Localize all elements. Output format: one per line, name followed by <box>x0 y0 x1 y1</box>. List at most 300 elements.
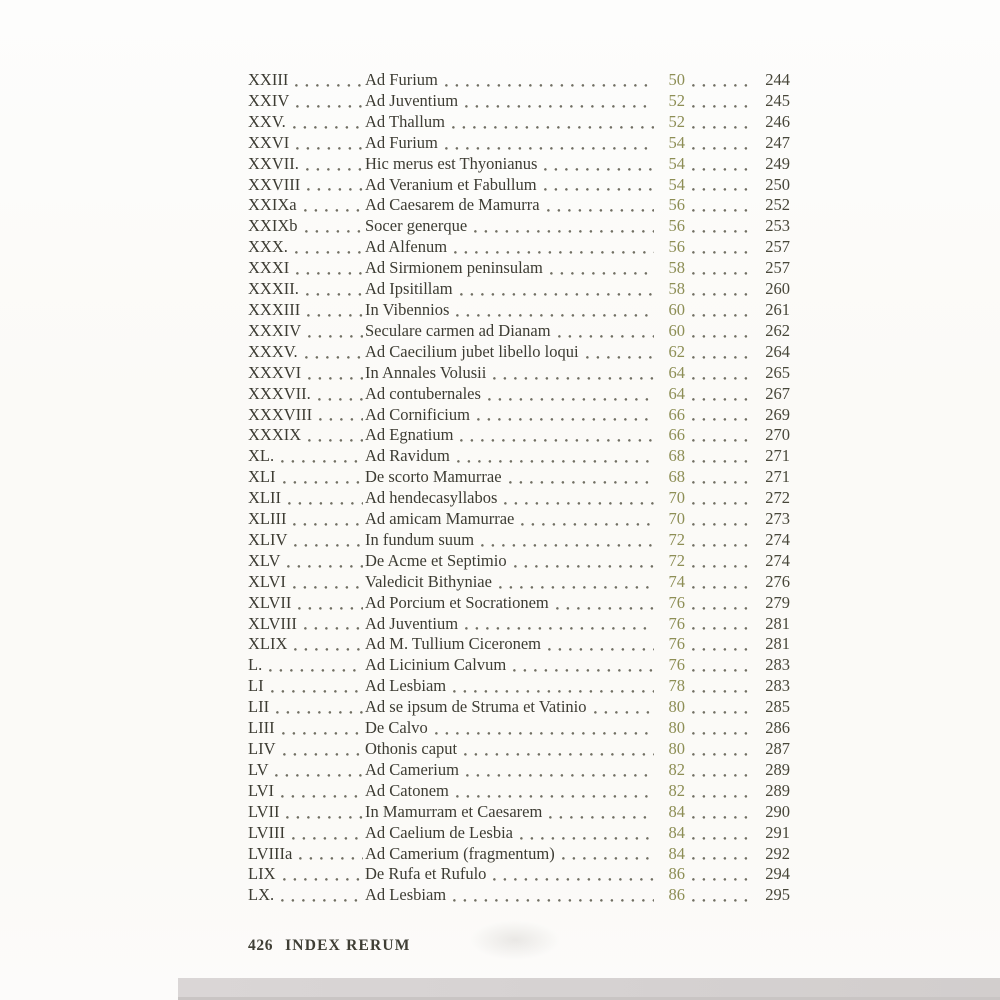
commentary-page-number: 270 <box>765 425 790 445</box>
poem-numeral: XXXIV <box>248 320 302 340</box>
dot-leader <box>548 648 654 651</box>
dot-leader <box>692 84 750 87</box>
dot-leader <box>692 377 750 380</box>
commentary-page-number: 245 <box>765 90 790 110</box>
dot-leader <box>282 732 363 735</box>
poem-numeral-cell <box>248 467 365 488</box>
poem-numeral: XXVIII <box>248 174 301 194</box>
dot-leader <box>283 753 364 756</box>
dot-leader <box>692 418 750 421</box>
dot-leader <box>692 878 750 881</box>
poem-numeral: XXXV. <box>248 341 298 361</box>
dot-leader <box>692 544 750 547</box>
dot-leader <box>269 669 363 672</box>
commentary-page-number: 281 <box>765 613 790 633</box>
poem-numeral-cell <box>248 551 365 572</box>
poem-page-number: 76 <box>668 634 685 654</box>
poem-numeral-cell <box>248 530 365 551</box>
poem-numeral-cell <box>248 864 365 885</box>
dot-leader <box>294 648 363 651</box>
dot-leader <box>692 398 750 401</box>
poem-numeral-cell <box>248 258 365 279</box>
dot-leader <box>454 251 654 254</box>
dot-leader <box>281 899 363 902</box>
index-entry <box>248 676 790 697</box>
poem-title: Hic merus est Thyonianus <box>365 153 538 173</box>
dot-leader <box>445 84 654 87</box>
poem-numeral: XLIX <box>248 634 288 654</box>
poem-numeral: XXXI <box>248 258 290 278</box>
poem-page-number: 56 <box>668 195 685 215</box>
dot-leader <box>308 439 363 442</box>
index-entry <box>248 216 790 237</box>
index-entry <box>248 509 790 530</box>
poem-numeral-cell <box>248 718 365 739</box>
poem-page-number: 54 <box>668 132 685 152</box>
poem-title: Ad Ravidum <box>365 446 450 466</box>
commentary-page-number: 294 <box>765 864 790 884</box>
poem-numeral: XXXIII <box>248 299 301 319</box>
dot-leader <box>306 168 363 171</box>
poem-numeral: XLVI <box>248 571 286 591</box>
poem-title: Ad Veranium et Fabullum <box>365 174 537 194</box>
commentary-page-number: 295 <box>765 885 790 905</box>
poem-numeral: LIX <box>248 864 276 884</box>
poem-page-number: 60 <box>668 299 685 319</box>
poem-page-number: 58 <box>668 258 685 278</box>
index-entry <box>248 467 790 488</box>
poem-page-number: 64 <box>668 362 685 382</box>
poem-page-number: 72 <box>668 550 685 570</box>
index-entry <box>248 488 790 509</box>
commentary-page-number: 252 <box>765 195 790 215</box>
poem-numeral-cell <box>248 572 365 593</box>
dot-leader <box>692 607 750 610</box>
index-entry <box>248 572 790 593</box>
poem-title: Socer generque <box>365 216 468 236</box>
poem-page-number: 84 <box>668 822 685 842</box>
dot-leader <box>692 460 750 463</box>
commentary-page-number: 260 <box>765 279 790 299</box>
dot-leader <box>692 251 750 254</box>
dot-leader <box>293 523 363 526</box>
dot-leader <box>457 460 654 463</box>
poem-page-number: 64 <box>668 383 685 403</box>
poem-title: Ad Catonem <box>365 780 449 800</box>
dot-leader <box>692 126 750 129</box>
dot-leader <box>293 586 363 589</box>
poem-numeral-cell <box>248 802 365 823</box>
poem-numeral-cell <box>248 342 365 363</box>
poem-title: Ad Furium <box>365 70 438 89</box>
poem-numeral: XXXII. <box>248 279 299 299</box>
poem-page-number: 76 <box>668 613 685 633</box>
dot-leader <box>692 230 750 233</box>
dot-leader <box>504 502 654 505</box>
poem-page-number: 76 <box>668 655 685 675</box>
poem-numeral: XXIXb <box>248 216 298 236</box>
poem-numeral: XLVII <box>248 592 292 612</box>
scan-shadow <box>470 920 560 960</box>
dot-leader <box>283 878 364 881</box>
dot-leader <box>288 502 363 505</box>
dot-leader <box>295 84 363 87</box>
index-entry <box>248 864 790 885</box>
dot-leader <box>692 711 750 714</box>
dot-leader <box>692 816 750 819</box>
poem-title: De Acme et Septimio <box>365 550 507 570</box>
poem-numeral: XLV <box>248 550 281 570</box>
poem-title: Valedicit Bithyniae <box>365 571 492 591</box>
dot-leader <box>474 230 654 233</box>
poem-numeral-cell <box>248 760 365 781</box>
dot-leader <box>481 544 654 547</box>
poem-page-number: 74 <box>668 571 685 591</box>
index-entry <box>248 258 790 279</box>
poem-numeral: LVIIIa <box>248 843 293 863</box>
poem-page-number: 54 <box>668 153 685 173</box>
poem-title: Ad Egnatium <box>365 425 454 445</box>
poem-numeral: XXV. <box>248 111 286 131</box>
dot-leader <box>692 314 750 317</box>
dot-leader <box>304 209 363 212</box>
poem-numeral-cell <box>248 844 365 865</box>
index-entry <box>248 446 790 467</box>
poem-numeral-cell <box>248 885 365 906</box>
dot-leader <box>692 356 750 359</box>
dot-leader <box>293 126 363 129</box>
dot-leader <box>692 523 750 526</box>
poem-numeral: LVIII <box>248 822 285 842</box>
poem-title: Ad Ipsitillam <box>365 279 453 299</box>
poem-numeral-cell <box>248 823 365 844</box>
poem-numeral: XXVII. <box>248 153 299 173</box>
poem-page-number: 50 <box>668 70 685 89</box>
poem-numeral: XXIXa <box>248 195 297 215</box>
dot-leader <box>453 690 654 693</box>
poem-numeral: XXVI <box>248 132 290 152</box>
poem-numeral-cell <box>248 195 365 216</box>
commentary-page-number: 287 <box>765 739 790 758</box>
poem-page-number: 84 <box>668 801 685 821</box>
dot-leader <box>296 105 363 108</box>
poem-title: Ad hendecasyllabos <box>365 488 498 508</box>
poem-numeral-cell <box>248 697 365 718</box>
poem-title: Ad Porcium et Socrationem <box>365 592 549 612</box>
index-entry <box>248 551 790 572</box>
commentary-page-number: 269 <box>765 404 790 424</box>
poem-numeral-cell <box>248 446 365 467</box>
commentary-page-number: 274 <box>765 550 790 570</box>
dot-leader <box>460 293 654 296</box>
dot-leader <box>275 774 363 777</box>
dot-leader <box>594 711 654 714</box>
dot-leader <box>692 335 750 338</box>
commentary-page-number: 257 <box>765 258 790 278</box>
dot-leader <box>692 795 750 798</box>
dot-leader <box>692 648 750 651</box>
poem-title: In fundum suum <box>365 529 475 549</box>
index-entry <box>248 425 790 446</box>
dot-leader <box>308 335 363 338</box>
index-entry <box>248 760 790 781</box>
commentary-page-number: 271 <box>765 446 790 466</box>
poem-page-number: 62 <box>668 341 685 361</box>
dot-leader <box>464 753 654 756</box>
poem-title: Ad Caecilium jubet libello loqui <box>365 341 579 361</box>
poem-numeral-cell <box>248 279 365 300</box>
poem-title: Ad se ipsum de Struma et Vatinio <box>365 697 587 717</box>
commentary-page-number: 276 <box>765 571 790 591</box>
poem-title: Ad Lesbiam <box>365 676 447 696</box>
poem-numeral-cell <box>248 112 365 133</box>
poem-numeral: L. <box>248 655 263 675</box>
dot-leader <box>692 105 750 108</box>
poem-numeral-cell <box>248 593 365 614</box>
index-entry <box>248 300 790 321</box>
poem-numeral: XXXVII. <box>248 383 311 403</box>
poem-page-number: 82 <box>668 759 685 779</box>
index-entry <box>248 405 790 426</box>
commentary-page-number: 274 <box>765 529 790 549</box>
index-entry <box>248 342 790 363</box>
poem-title: De Calvo <box>365 718 428 738</box>
poem-numeral: XXIV <box>248 90 290 110</box>
index-entry <box>248 237 790 258</box>
commentary-page-number: 262 <box>765 320 790 340</box>
dot-leader <box>509 481 654 484</box>
dot-leader <box>283 481 364 484</box>
dot-leader <box>305 230 364 233</box>
commentary-page-number: 247 <box>765 132 790 152</box>
commentary-page-number: 281 <box>765 634 790 654</box>
poem-numeral-cell <box>248 70 365 91</box>
poem-title: Ad Juventium <box>365 613 459 633</box>
poem-page-number: 70 <box>668 488 685 508</box>
poem-title: Ad Alfenum <box>365 237 448 257</box>
poem-title: Ad Cornificium <box>365 404 470 424</box>
poem-page-number: 52 <box>668 111 685 131</box>
poem-title: Ad Thallum <box>365 111 445 131</box>
dot-leader <box>304 627 363 630</box>
footer-running-title: INDEX RERUM <box>285 937 411 954</box>
dot-leader <box>692 502 750 505</box>
commentary-page-number: 246 <box>765 111 790 131</box>
dot-leader <box>488 398 654 401</box>
dot-leader <box>456 795 654 798</box>
commentary-page-number: 283 <box>765 676 790 696</box>
poem-title: Seculare carmen ad Dianam <box>365 320 551 340</box>
poem-numeral: XLII <box>248 488 281 508</box>
dot-leader <box>692 627 750 630</box>
dot-leader <box>296 147 363 150</box>
poem-numeral-cell <box>248 634 365 655</box>
dot-leader <box>295 251 363 254</box>
dot-leader <box>692 857 750 860</box>
poem-numeral-cell <box>248 216 365 237</box>
dot-leader <box>692 837 750 840</box>
poem-page-number: 72 <box>668 529 685 549</box>
poem-numeral: LI <box>248 676 264 696</box>
dot-leader <box>692 753 750 756</box>
dot-leader <box>276 711 363 714</box>
poem-numeral: LIV <box>248 739 276 758</box>
commentary-page-number: 291 <box>765 822 790 842</box>
poem-numeral-cell <box>248 655 365 676</box>
poem-numeral: XXXVI <box>248 362 302 382</box>
poem-page-number: 54 <box>668 174 685 194</box>
poem-numeral: XLI <box>248 467 276 487</box>
poem-numeral: LVII <box>248 801 280 821</box>
commentary-page-number: 272 <box>765 488 790 508</box>
poem-title: Othonis caput <box>365 739 458 758</box>
index-entry <box>248 655 790 676</box>
poem-page-number: 60 <box>668 320 685 340</box>
index-entry <box>248 195 790 216</box>
dot-leader <box>281 460 363 463</box>
index-entry <box>248 112 790 133</box>
dot-leader <box>692 669 750 672</box>
dot-leader <box>445 147 654 150</box>
commentary-page-number: 292 <box>765 843 790 863</box>
poem-page-number: 76 <box>668 592 685 612</box>
poem-title: Ad M. Tullium Ciceronem <box>365 634 542 654</box>
poem-title: Ad Juventium <box>365 90 459 110</box>
index-entry <box>248 91 790 112</box>
poem-title: Ad Caesarem de Mamurra <box>365 195 540 215</box>
poem-numeral-cell <box>248 614 365 635</box>
index-list <box>248 70 790 906</box>
index-entry <box>248 279 790 300</box>
poem-numeral-cell <box>248 237 365 258</box>
commentary-page-number: 279 <box>765 592 790 612</box>
poem-page-number: 66 <box>668 404 685 424</box>
dot-leader <box>692 565 750 568</box>
poem-numeral-cell <box>248 384 365 405</box>
poem-numeral: XXXVIII <box>248 404 313 424</box>
poem-numeral-cell <box>248 739 365 760</box>
poem-numeral-cell <box>248 425 365 446</box>
poem-numeral: LV <box>248 759 269 779</box>
dot-leader <box>499 586 654 589</box>
poem-title: In Annales Volusii <box>365 362 487 382</box>
poem-page-number: 70 <box>668 509 685 529</box>
poem-page-number: 80 <box>668 718 685 738</box>
poem-page-number: 68 <box>668 467 685 487</box>
commentary-page-number: 283 <box>765 655 790 675</box>
poem-numeral-cell <box>248 488 365 509</box>
dot-leader <box>544 188 654 191</box>
poem-page-number: 56 <box>668 216 685 236</box>
dot-leader <box>514 565 654 568</box>
index-entry <box>248 802 790 823</box>
poem-page-number: 86 <box>668 864 685 884</box>
poem-title: Ad Caelium de Lesbia <box>365 822 514 842</box>
dot-leader <box>692 481 750 484</box>
index-entry <box>248 844 790 865</box>
index-entry <box>248 614 790 635</box>
commentary-page-number: 289 <box>765 759 790 779</box>
poem-numeral-cell <box>248 154 365 175</box>
poem-title: Ad Camerium (fragmentum) <box>365 843 555 863</box>
index-entry <box>248 593 790 614</box>
dot-leader <box>307 314 363 317</box>
commentary-page-number: 265 <box>765 362 790 382</box>
dot-leader <box>271 690 363 693</box>
dot-leader <box>549 816 654 819</box>
poem-page-number: 80 <box>668 739 685 758</box>
dot-leader <box>305 356 363 359</box>
dot-leader <box>692 774 750 777</box>
commentary-page-number: 285 <box>765 697 790 717</box>
commentary-page-number: 264 <box>765 341 790 361</box>
dot-leader <box>292 837 363 840</box>
dot-leader <box>544 168 654 171</box>
poem-title: Ad Furium <box>365 132 438 152</box>
index-entry <box>248 781 790 802</box>
dot-leader <box>465 627 654 630</box>
poem-numeral-cell <box>248 133 365 154</box>
dot-leader <box>318 398 363 401</box>
dot-leader <box>692 168 750 171</box>
index-entry <box>248 718 790 739</box>
dot-leader <box>692 732 750 735</box>
dot-leader <box>307 188 363 191</box>
footer-page-number: 426 <box>248 937 274 954</box>
poem-title: In Vibennios <box>365 299 450 319</box>
dot-leader <box>562 857 654 860</box>
poem-numeral-cell <box>248 321 365 342</box>
dot-leader <box>456 314 654 317</box>
dot-leader <box>299 857 363 860</box>
poem-numeral-cell <box>248 509 365 530</box>
poem-numeral-cell <box>248 676 365 697</box>
commentary-page-number: 286 <box>765 718 790 738</box>
commentary-page-number: 249 <box>765 153 790 173</box>
commentary-page-number: 253 <box>765 216 790 236</box>
dot-leader <box>521 523 654 526</box>
poem-title: Ad Licinium Calvum <box>365 655 507 675</box>
poem-numeral: XXX. <box>248 237 288 257</box>
dot-leader <box>692 690 750 693</box>
dot-leader <box>294 544 363 547</box>
dot-leader <box>692 188 750 191</box>
index-entry <box>248 530 790 551</box>
poem-title: In Mamurram et Caesarem <box>365 801 543 821</box>
dot-leader <box>547 209 654 212</box>
dot-leader <box>493 878 654 881</box>
poem-numeral-cell <box>248 405 365 426</box>
dot-leader <box>493 377 654 380</box>
poem-numeral: LII <box>248 697 270 717</box>
dot-leader <box>692 147 750 150</box>
index-entry <box>248 739 790 760</box>
dot-leader <box>692 439 750 442</box>
index-entry <box>248 634 790 655</box>
poem-numeral-cell <box>248 300 365 321</box>
commentary-page-number: 244 <box>765 70 790 89</box>
dot-leader <box>460 439 654 442</box>
index-entry <box>248 70 790 91</box>
dot-leader <box>281 795 363 798</box>
index-entry <box>248 363 790 384</box>
dot-leader <box>550 272 654 275</box>
index-entry <box>248 697 790 718</box>
poem-numeral-cell <box>248 175 365 196</box>
index-entry <box>248 133 790 154</box>
poem-numeral: XLIII <box>248 509 287 529</box>
dot-leader <box>692 586 750 589</box>
